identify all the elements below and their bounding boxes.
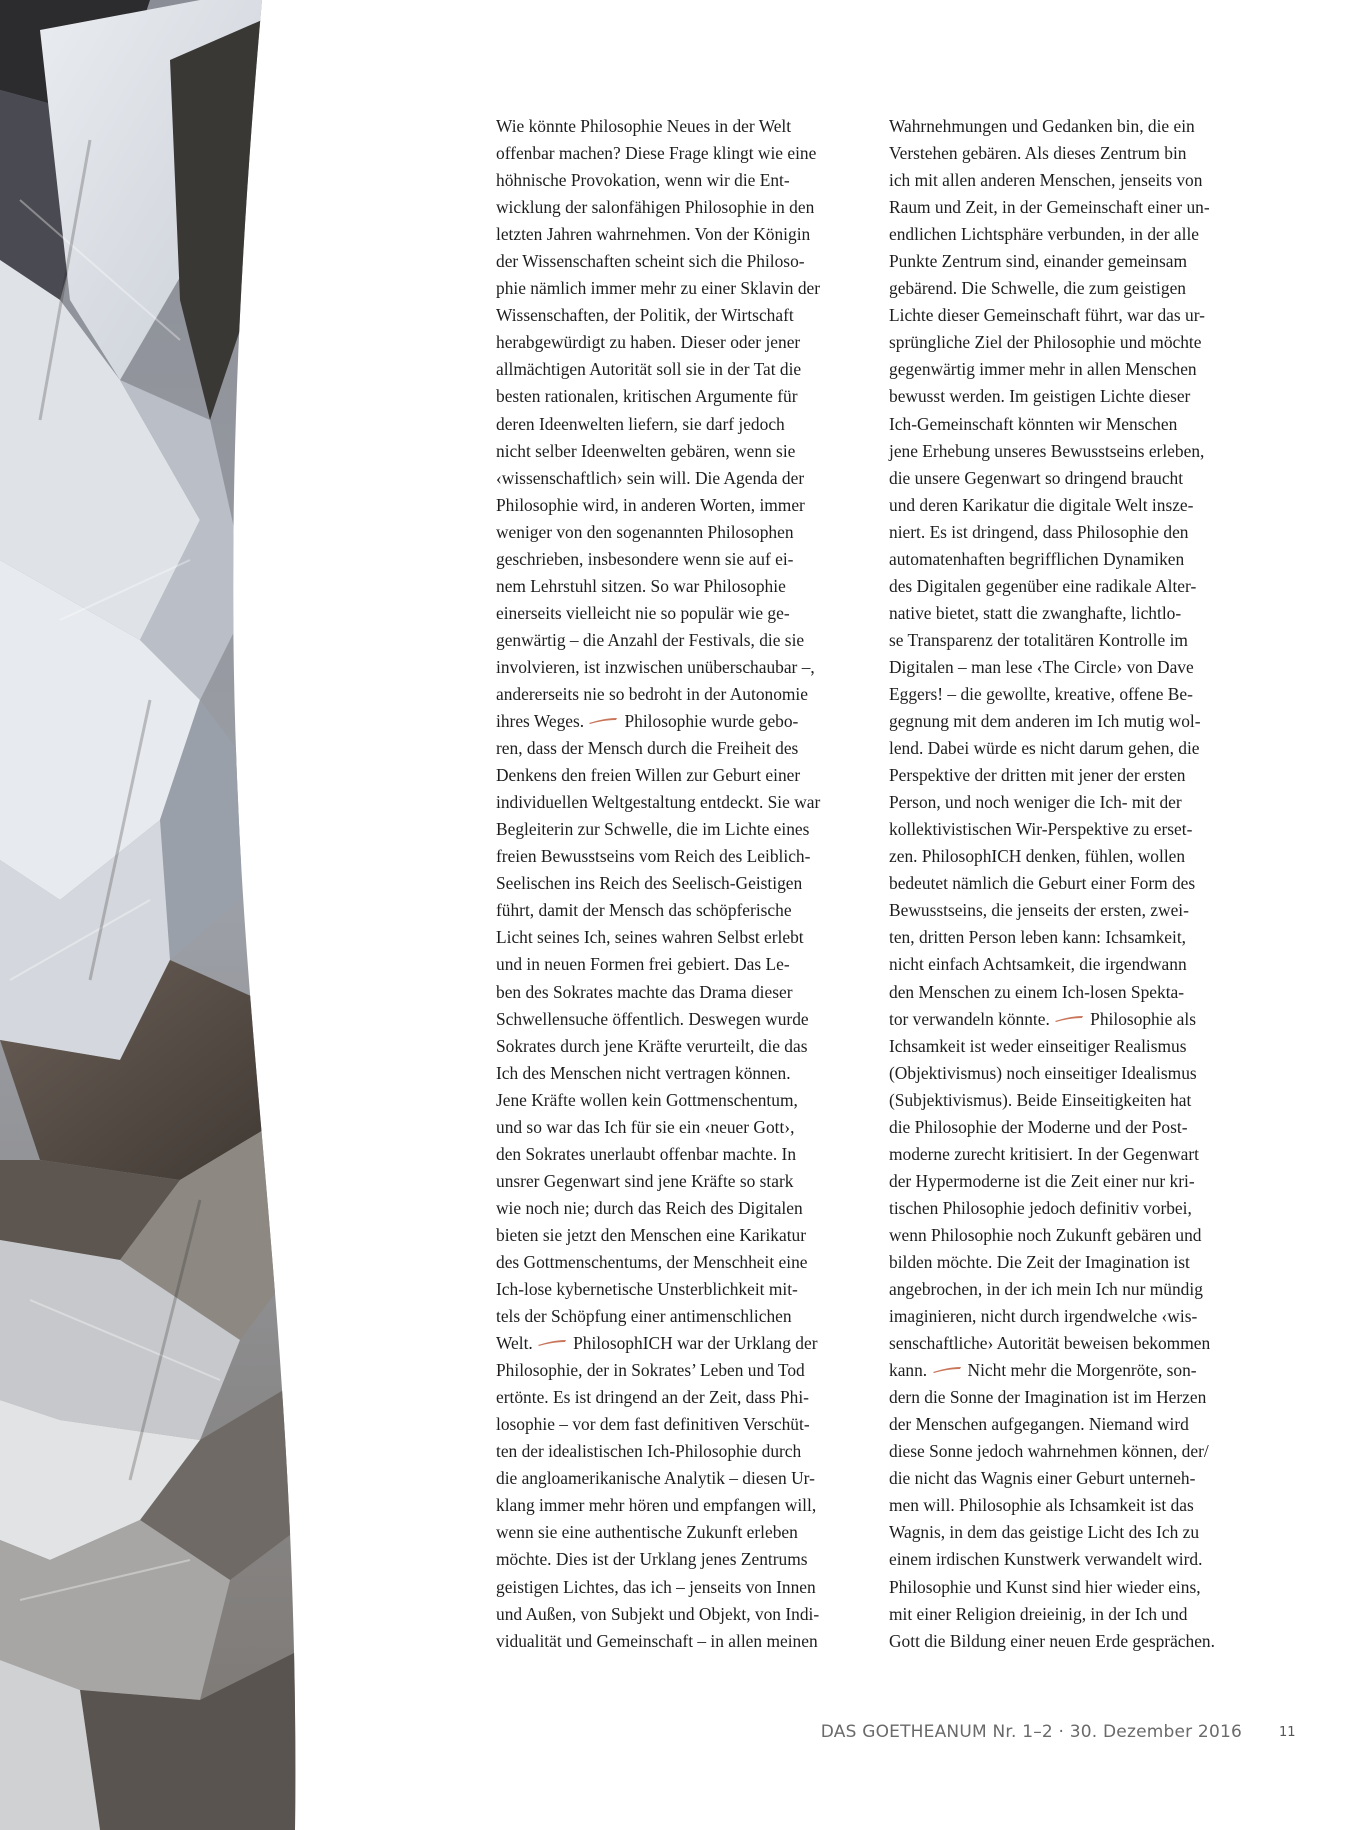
text-run: endlichen Lichtsphäre verbunden, in der alle — [889, 224, 1200, 245]
text-run: ich mit allen anderen Menschen, jenseits von — [889, 170, 1203, 191]
text-line — [496, 221, 820, 248]
text-run: weniger von den sogenannten Philosophen — [496, 521, 794, 542]
text-run: klang immer mehr hören und empfangen will, — [496, 1495, 817, 1516]
text-line — [496, 1222, 820, 1249]
page-number: 11 — [1279, 1725, 1296, 1740]
text-run: bieten sie jetzt den Menschen eine Karikatur — [496, 1224, 807, 1245]
text-line — [889, 194, 1215, 221]
text-line — [496, 411, 820, 438]
text-run: kann. — [889, 1360, 932, 1381]
text-line — [889, 1087, 1215, 1114]
text-run: Raum und Zeit, in der Gemeinschaft einer un- — [889, 197, 1210, 218]
text-line — [496, 1006, 820, 1033]
text-run: andererseits nie so bedroht in der Autonomie — [496, 683, 808, 704]
text-run: ihres Weges. — [496, 711, 589, 732]
text-line — [889, 438, 1215, 465]
text-run: Philosophie als — [1090, 1008, 1196, 1029]
text-line — [889, 924, 1215, 951]
text-line — [889, 275, 1215, 302]
text-line — [496, 1601, 820, 1628]
text-line — [889, 383, 1215, 410]
text-run: Ich-Gemeinschaft könnten wir Menschen — [889, 413, 1178, 434]
text-run: Wahrnehmungen und Gedanken bin, die ein — [889, 116, 1195, 136]
text-line — [496, 383, 820, 410]
text-line — [496, 1546, 820, 1573]
text-line — [496, 843, 820, 870]
text-line — [889, 789, 1215, 816]
text-line — [889, 870, 1215, 897]
text-run: deren Ideenwelten liefern, sie darf jedoch — [496, 413, 785, 434]
text-run: wie noch nie; durch das Reich des Digitalen — [496, 1197, 803, 1218]
text-line — [889, 1276, 1215, 1303]
text-line — [889, 1628, 1215, 1655]
text-line — [496, 546, 820, 573]
text-run: und deren Karikatur die digitale Welt insze- — [889, 494, 1194, 515]
text-line — [496, 600, 820, 627]
paragraph-mark-icon — [537, 1339, 567, 1346]
text-run: ertönte. Es ist dringend an der Zeit, dass Phi- — [496, 1387, 809, 1408]
text-run: bilden möchte. Die Zeit der Imagination ist — [889, 1251, 1190, 1272]
text-run: der Menschen aufgegangen. Niemand wird — [889, 1414, 1189, 1435]
text-run: dern die Sonne der Imagination ist im Herzen — [889, 1387, 1207, 1408]
text-run: Lichte dieser Gemeinschaft führt, war das ur- — [889, 305, 1205, 326]
text-run: und Außen, von Subjekt und Objekt, von Indi- — [496, 1603, 820, 1624]
paragraph-mark-icon — [588, 717, 618, 724]
text-line — [496, 979, 820, 1006]
text-line — [496, 302, 820, 329]
text-line — [889, 1303, 1215, 1330]
text-line — [496, 194, 820, 221]
text-run: einerseits vielleicht nie so populär wie ge- — [496, 602, 790, 623]
text-run: PhilosophICH war der Urklang der — [573, 1333, 818, 1354]
text-run: den Sokrates unerlaubt offenbar machte. In — [496, 1143, 797, 1164]
text-run: lend. Dabei würde es nicht darum gehen, die — [889, 738, 1200, 759]
text-run: gegenwärtig immer mehr in allen Menschen — [889, 359, 1197, 380]
text-line — [496, 762, 820, 789]
text-run: jene Erhebung unseres Bewusstseins erleben, — [889, 440, 1205, 461]
text-line — [889, 1492, 1215, 1519]
text-line — [496, 1574, 820, 1601]
text-run: die angloamerikanische Analytik – diesen Ur- — [496, 1468, 815, 1489]
text-run: Philosophie und Kunst sind hier wieder eins, — [889, 1576, 1201, 1597]
text-line — [889, 167, 1215, 194]
text-line — [889, 465, 1215, 492]
text-line — [889, 708, 1215, 735]
text-run: genwärtig – die Anzahl der Festivals, die sie — [496, 629, 805, 650]
text-run: angebrochen, in der ich mein Ich nur mündig — [889, 1279, 1203, 1300]
text-line — [889, 897, 1215, 924]
text-run: gebärend. Die Schwelle, die zum geistigen — [889, 278, 1186, 299]
publication-footer: DAS GOETHEANUM Nr. 1–2 · 30. Dezember 2016 — [820, 1722, 1242, 1742]
text-run: ‹wissenschaftlich› sein will. Die Agenda der — [496, 467, 805, 488]
text-line — [889, 248, 1215, 275]
text-run: Gott die Bildung einer neuen Erde gesprächen. — [889, 1630, 1215, 1651]
text-line — [889, 1438, 1215, 1465]
text-line — [889, 546, 1215, 573]
text-run: die nicht das Wagnis einer Geburt unterneh- — [889, 1468, 1196, 1489]
text-line — [889, 1330, 1215, 1357]
text-line — [889, 113, 1215, 140]
text-run: des Gottmenschentums, der Menschheit eine — [496, 1251, 808, 1272]
text-run: tor verwandeln könnte. — [889, 1008, 1055, 1029]
text-line — [889, 1546, 1215, 1573]
text-run: Schwellensuche öffentlich. Deswegen wurde — [496, 1008, 809, 1029]
text-line — [496, 1114, 820, 1141]
text-line — [889, 1601, 1215, 1628]
text-line — [496, 1249, 820, 1276]
text-run: Digitalen – man lese ‹The Circle› von Dave — [889, 656, 1194, 677]
text-line — [496, 1195, 820, 1222]
text-run: Philosophie wird, in anderen Worten, immer — [496, 494, 805, 515]
text-line — [889, 1357, 1215, 1384]
text-run: die unsere Gegenwart so dringend braucht — [889, 467, 1184, 488]
text-run: wenn Philosophie noch Zukunft gebären und — [889, 1224, 1202, 1245]
text-line — [496, 681, 820, 708]
text-line — [496, 438, 820, 465]
text-line — [496, 329, 820, 356]
text-run: sprüngliche Ziel der Philosophie und möchte — [889, 332, 1202, 353]
text-line — [496, 1411, 820, 1438]
text-run: letzten Jahren wahrnehmen. Von der Königin — [496, 224, 811, 245]
text-line — [496, 1357, 820, 1384]
text-run: (Subjektivismus). Beide Einseitigkeiten hat — [889, 1089, 1192, 1110]
text-run: nem Lehrstuhl sitzen. So war Philosophie — [496, 575, 786, 596]
text-line — [889, 1465, 1215, 1492]
text-run: senschaftliche› Autorität beweisen bekommen — [889, 1333, 1211, 1354]
text-run: kollektivistischen Wir-Perspektive zu erset- — [889, 819, 1193, 840]
text-line — [889, 1060, 1215, 1087]
text-run: Verstehen gebären. Als dieses Zentrum bin — [889, 143, 1187, 164]
text-run: ten, dritten Person leben kann: Ichsamkeit, — [889, 927, 1187, 948]
text-run: der Hypermoderne ist die Zeit einer nur kri- — [889, 1170, 1195, 1191]
text-run: Begleiterin zur Schwelle, die im Lichte eines — [496, 819, 810, 840]
text-line — [496, 356, 820, 383]
text-line — [496, 573, 820, 600]
text-line — [496, 248, 820, 275]
text-run: und in neuen Formen frei gebiert. Das Le- — [496, 954, 790, 975]
text-run: bedeutet nämlich die Geburt einer Form des — [889, 873, 1196, 894]
text-run: Perspektive der dritten mit jener der ersten — [889, 765, 1186, 786]
text-run: Wagnis, in dem das geistige Licht des Ich zu — [889, 1522, 1200, 1543]
text-line — [889, 1411, 1215, 1438]
text-run: se Transparenz der totalitären Kontrolle im — [889, 629, 1188, 650]
text-run: imaginieren, nicht durch irgendwelche ‹wis- — [889, 1306, 1198, 1327]
text-line — [496, 897, 820, 924]
text-run: Ichsamkeit ist weder einseitiger Realismus — [889, 1035, 1187, 1056]
text-run: (Objektivismus) noch einseitiger Idealismus — [889, 1062, 1197, 1083]
text-run: ben des Sokrates machte das Drama dieser — [496, 981, 793, 1002]
text-run: native bietet, statt die zwanghafte, lichtlo- — [889, 602, 1182, 623]
text-line — [889, 1033, 1215, 1060]
text-line — [889, 1222, 1215, 1249]
text-line — [889, 735, 1215, 762]
text-line — [496, 1519, 820, 1546]
text-run: der Wissenschaften scheint sich die Philoso- — [496, 251, 805, 272]
text-run: bewusst werden. Im geistigen Lichte dieser — [889, 386, 1191, 407]
text-run: tischen Philosophie jedoch definitiv vorbei, — [889, 1197, 1192, 1218]
text-run: Punkte Zentrum sind, einander gemeinsam — [889, 251, 1187, 272]
text-line — [889, 1195, 1215, 1222]
text-line — [496, 951, 820, 978]
text-line — [496, 275, 820, 302]
text-line — [889, 1249, 1215, 1276]
text-line — [889, 411, 1215, 438]
text-line — [889, 140, 1215, 167]
text-run: freien Bewusstseins vom Reich des Leiblich- — [496, 846, 811, 867]
text-line — [889, 492, 1215, 519]
text-run: wenn sie eine authentische Zukunft erleben — [496, 1522, 798, 1543]
text-run: Ich-lose kybernetische Unsterblichkeit mit- — [496, 1279, 798, 1300]
text-line — [889, 1574, 1215, 1601]
text-run: diese Sonne jedoch wahrnehmen können, der/ — [889, 1441, 1209, 1462]
text-run: Nicht mehr die Morgenröte, son- — [967, 1360, 1197, 1381]
text-line — [889, 1006, 1215, 1033]
text-run: mit einer Religion dreieinig, in der Ich und — [889, 1603, 1188, 1624]
text-line — [496, 140, 820, 167]
text-line — [889, 762, 1215, 789]
text-line — [889, 654, 1215, 681]
text-line — [889, 302, 1215, 329]
text-line — [496, 627, 820, 654]
text-run: Philosophie, der in Sokrates’ Leben und Tod — [496, 1360, 805, 1381]
text-run: involvieren, ist inzwischen unüberschaubar –, — [496, 656, 815, 677]
text-run: automatenhaften begrifflichen Dynamiken — [889, 548, 1185, 569]
text-line — [889, 600, 1215, 627]
text-run: individuellen Weltgestaltung entdeckt. Sie war — [496, 792, 821, 813]
text-line — [496, 1033, 820, 1060]
text-run: offenbar machen? Diese Frage klingt wie eine — [496, 143, 817, 164]
text-run: vidualität und Gemeinschaft – in allen meinen — [496, 1630, 818, 1651]
text-run: Wissenschaften, der Politik, der Wirtschaft — [496, 305, 794, 326]
text-run: und so war das Ich für sie ein ‹neuer Gott›, — [496, 1116, 795, 1137]
paragraph-mark-icon — [932, 1366, 962, 1373]
text-line — [889, 627, 1215, 654]
text-line — [496, 708, 820, 735]
text-run: Sokrates durch jene Kräfte verurteilt, die das — [496, 1035, 808, 1056]
text-run: losophie – vor dem fast definitiven Verschüt- — [496, 1414, 810, 1435]
text-line — [889, 1141, 1215, 1168]
text-run: unsrer Gegenwart sind jene Kräfte so stark — [496, 1170, 794, 1191]
text-run: Philosophie wurde gebo- — [624, 711, 799, 732]
text-run: des Digitalen gegenüber eine radikale Alter- — [889, 575, 1197, 596]
text-run: einem irdischen Kunstwerk verwandelt wird. — [889, 1549, 1203, 1570]
text-run: phie nämlich immer mehr zu einer Sklavin der — [496, 278, 821, 299]
text-run: ren, dass der Mensch durch die Freiheit des — [496, 738, 799, 759]
text-line — [889, 1114, 1215, 1141]
text-line — [496, 1087, 820, 1114]
crumpled-paper-photo — [0, 0, 360, 1830]
text-line — [889, 1168, 1215, 1195]
article-column-left — [496, 113, 820, 1655]
text-line — [889, 681, 1215, 708]
text-line — [889, 519, 1215, 546]
text-run: Wie könnte Philosophie Neues in der Welt — [496, 116, 792, 136]
text-run: Eggers! – die gewollte, kreative, offene Be- — [889, 683, 1193, 704]
paragraph-mark-icon — [1054, 1015, 1084, 1022]
text-run: führt, damit der Mensch das schöpferische — [496, 900, 792, 921]
text-run: niert. Es ist dringend, dass Philosophie den — [889, 521, 1189, 542]
text-line — [496, 1276, 820, 1303]
text-run: herabgewürdigt zu haben. Dieser oder jener — [496, 332, 801, 353]
text-run: Bewusstseins, die jenseits der ersten, zwei- — [889, 900, 1189, 921]
text-run: wicklung der salonfähigen Philosophie in den — [496, 197, 815, 218]
text-line — [889, 951, 1215, 978]
text-run: Ich des Menschen nicht vertragen können. — [496, 1062, 791, 1083]
text-run: geistigen Lichtes, das ich – jenseits von Innen — [496, 1576, 816, 1597]
text-line — [496, 924, 820, 951]
text-line — [889, 329, 1215, 356]
text-line — [889, 1384, 1215, 1411]
text-line — [496, 1060, 820, 1087]
text-line — [496, 167, 820, 194]
article-column-right — [889, 113, 1215, 1655]
text-line — [496, 519, 820, 546]
text-run: den Menschen zu einem Ich-losen Spekta- — [889, 981, 1185, 1002]
text-run: Welt. — [496, 1333, 538, 1354]
text-line — [889, 979, 1215, 1006]
text-line — [496, 1141, 820, 1168]
text-line — [889, 843, 1215, 870]
text-run: möchte. Dies ist der Urklang jenes Zentrums — [496, 1549, 808, 1570]
text-line — [496, 1384, 820, 1411]
text-run: Jene Kräfte wollen kein Gottmenschentum, — [496, 1089, 798, 1110]
text-line — [889, 356, 1215, 383]
text-run: nicht selber Ideenwelten gebären, wenn sie — [496, 440, 796, 461]
text-run: tels der Schöpfung einer antimenschlichen — [496, 1306, 792, 1327]
text-line — [889, 221, 1215, 248]
text-line — [496, 870, 820, 897]
text-run: gegnung mit dem anderen im Ich mutig wol- — [889, 711, 1201, 732]
text-run: Denkens den freien Willen zur Geburt einer — [496, 765, 801, 786]
text-run: geschrieben, insbesondere wenn sie auf ei- — [496, 548, 794, 569]
text-line — [496, 1438, 820, 1465]
text-line — [496, 1168, 820, 1195]
text-line — [889, 816, 1215, 843]
text-run: allmächtigen Autorität soll sie in der Tat die — [496, 359, 802, 380]
text-line — [496, 492, 820, 519]
text-run: moderne zurecht kritisiert. In der Gegenwart — [889, 1143, 1199, 1164]
text-line — [496, 465, 820, 492]
text-run: Licht seines Ich, seines wahren Selbst erlebt — [496, 927, 804, 948]
text-run: die Philosophie der Moderne und der Post- — [889, 1116, 1188, 1137]
text-line — [496, 654, 820, 681]
text-run: ten der idealistischen Ich-Philosophie durch — [496, 1441, 802, 1462]
text-line — [496, 1628, 820, 1655]
text-run: höhnische Provokation, wenn wir die Ent- — [496, 170, 790, 191]
text-run: men will. Philosophie als Ichsamkeit ist das — [889, 1495, 1194, 1516]
text-run: Person, und noch weniger die Ich- mit der — [889, 792, 1182, 813]
text-line — [496, 1465, 820, 1492]
text-run: zen. PhilosophICH denken, fühlen, wollen — [889, 846, 1186, 867]
text-line — [496, 816, 820, 843]
text-line — [889, 1519, 1215, 1546]
text-line — [496, 1492, 820, 1519]
text-run: Seelischen ins Reich des Seelisch-Geistigen — [496, 873, 803, 894]
text-line — [889, 573, 1215, 600]
text-line — [496, 789, 820, 816]
text-line — [496, 1330, 820, 1357]
text-line — [496, 113, 820, 140]
text-line — [496, 735, 820, 762]
text-line — [496, 1303, 820, 1330]
text-run: besten rationalen, kritischen Argumente für — [496, 386, 798, 407]
text-run: nicht einfach Achtsamkeit, die irgendwann — [889, 954, 1187, 975]
